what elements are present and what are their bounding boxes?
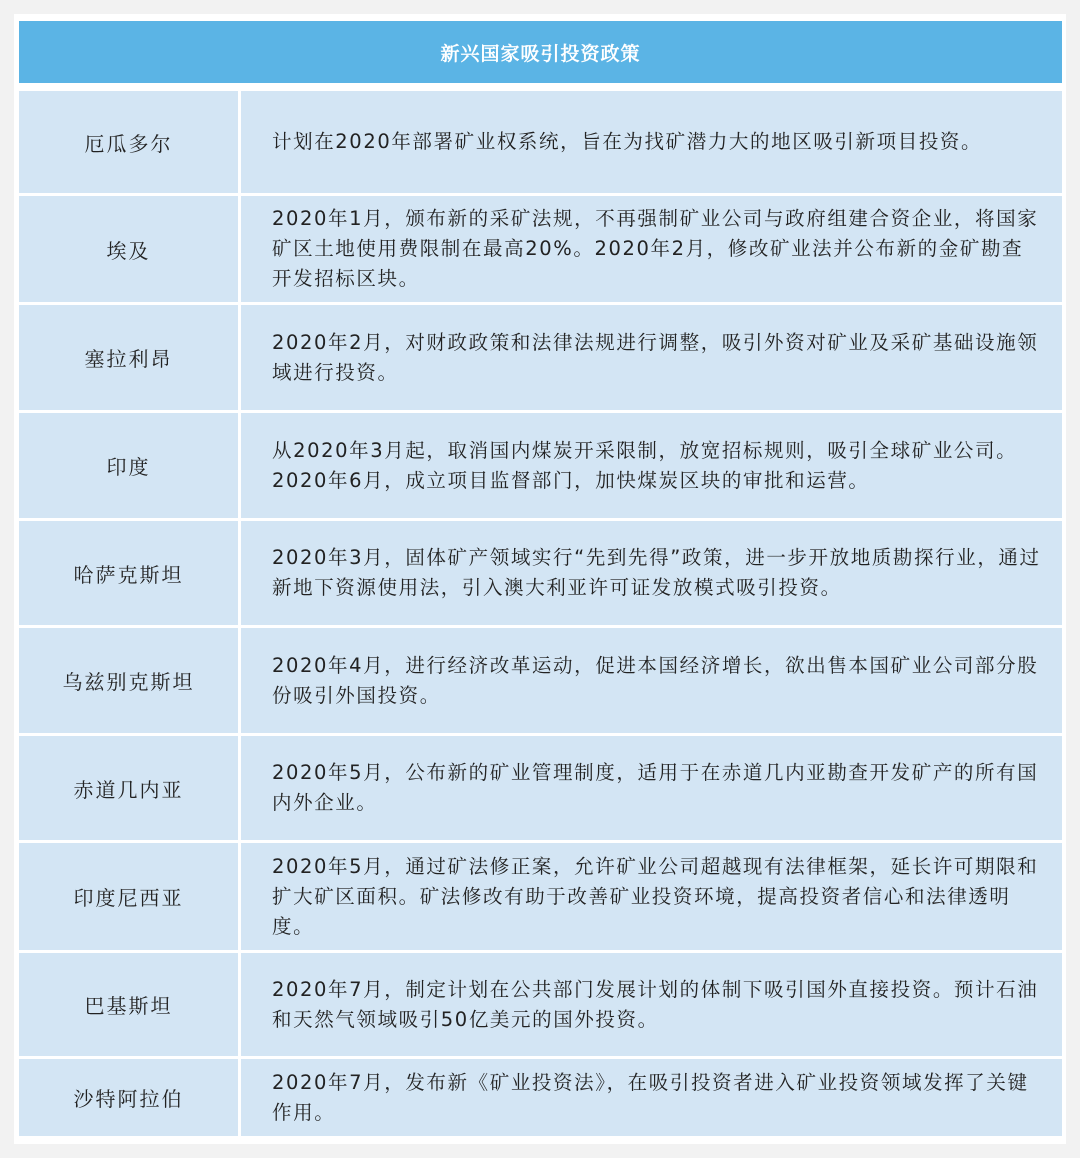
policy-table xyxy=(19,91,1062,1139)
table-title: 新兴国家吸引投资政策 xyxy=(19,21,1062,83)
country-cell: 印度尼西亚 xyxy=(73,886,184,910)
policy-cell: 从2020年3月起，取消国内煤炭开采限制，放宽招标规则，吸引全球矿业公司。2020年6月，成立项目监督部门，加快煤炭区块的审批和运营。 xyxy=(272,438,1018,492)
policy-cell: 2020年1月，颁布新的采矿法规，不再强制矿业公司与政府组建合资企业，将国家矿区土地使用费限制在最高20%。2020年2月，修改矿业法并公布新的金矿勘查开发招标区块。 xyxy=(272,207,1039,290)
country-cell: 哈萨克斯坦 xyxy=(73,562,184,587)
country-cell: 乌兹别克斯坦 xyxy=(62,670,195,694)
country-cell: 巴基斯坦 xyxy=(84,994,173,1018)
policy-cell: 2020年3月，固体矿产领域实行“先到先得”政策，进一步开放地质勘探行业，通过新地下资源使用法，引入澳大利亚许可证发放模式吸引投资。 xyxy=(272,546,1041,599)
table-row xyxy=(19,305,1062,410)
policy-cell: 2020年7月，制定计划在公共部门发展计划的体制下吸引国外直接投资。预计石油和天然气领域吸引50亿美元的国外投资。 xyxy=(272,977,1039,1031)
table-row xyxy=(19,91,1062,193)
policy-cell: 2020年4月，进行经济改革运动，促进本国经济增长，欲出售本国矿业公司部分股份吸引外国投资。 xyxy=(272,653,1039,707)
country-cell: 厄瓜多尔 xyxy=(84,131,173,156)
country-cell: 塞拉利昂 xyxy=(84,347,173,371)
table-row xyxy=(19,196,1062,302)
table-row xyxy=(19,736,1062,840)
table-row xyxy=(19,1059,1062,1136)
table-row xyxy=(19,628,1062,733)
policy-cell: 2020年5月，通过矿法修正案，允许矿业公司超越现有法律框架，延长许可期限和扩大矿区面积。矿法修改有助于改善矿业投资环境，提高投资者信心和法律透明度。 xyxy=(272,854,1039,938)
table-row xyxy=(19,413,1062,518)
table-row xyxy=(19,953,1062,1056)
country-cell: 沙特阿拉伯 xyxy=(73,1087,184,1111)
country-cell: 印度 xyxy=(106,455,151,479)
policy-cell: 2020年2月，对财政政策和法律法规进行调整，吸引外资对矿业及采矿基础设施领域进行投资。 xyxy=(272,330,1039,384)
table-row xyxy=(19,843,1062,950)
country-cell: 埃及 xyxy=(106,238,151,263)
policy-cell: 2020年7月，发布新《矿业投资法》，在吸引投资者进入矿业投资领域发挥了关键作用。 xyxy=(272,1070,1029,1124)
policy-cell: 计划在2020年部署矿业权系统，旨在为找矿潜力大的地区吸引新项目投资。 xyxy=(272,130,983,153)
country-cell: 赤道几内亚 xyxy=(73,777,184,802)
policy-cell: 2020年5月，公布新的矿业管理制度，适用于在赤道几内亚勘查开发矿产的所有国内外企业。 xyxy=(272,761,1039,814)
table-row xyxy=(19,521,1062,625)
